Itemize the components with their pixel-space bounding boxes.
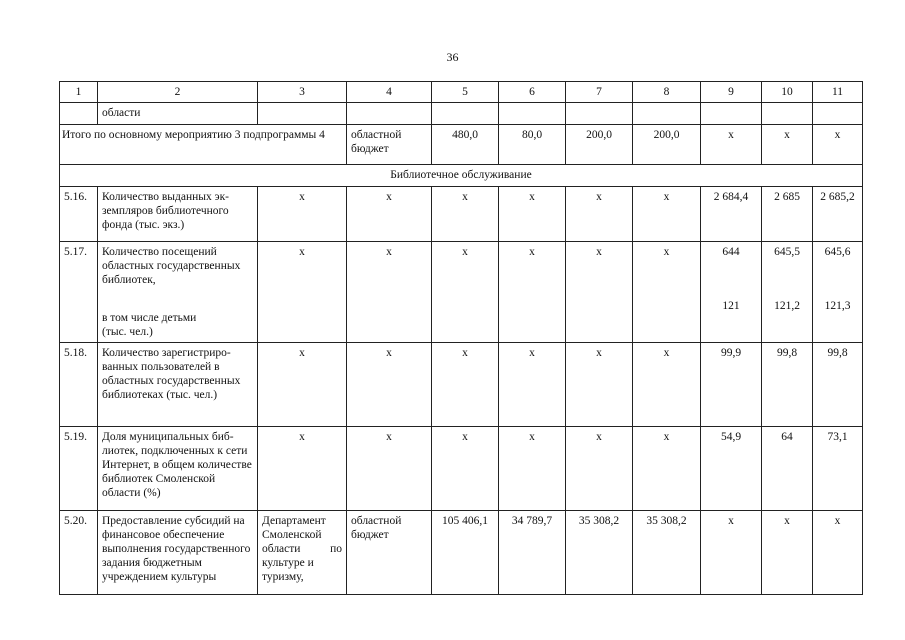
department-word: по xyxy=(330,543,342,555)
table-cell: 2 684,4 xyxy=(701,187,762,242)
row-number: 5.19. xyxy=(60,427,98,511)
section-title: Библиотечное обслуживание xyxy=(60,165,863,187)
table-cell: х xyxy=(762,125,813,165)
table-cell: х xyxy=(258,242,347,343)
department-word: области xyxy=(262,543,301,555)
row-description: Количество выданных экземпляров библиотечного фонда (тыс. экз.) xyxy=(98,187,258,242)
table-cell: х xyxy=(701,125,762,165)
table-cell: 34 789,7 xyxy=(499,511,566,595)
row-number: 5.20. xyxy=(60,511,98,595)
budget-table xyxy=(59,81,863,595)
table-cell: областной бюджет xyxy=(347,125,432,165)
table-cell: 73,1 xyxy=(813,427,863,511)
row-description-sub: в том числе детьми xyxy=(102,312,197,324)
table-cell: 54,9 xyxy=(701,427,762,511)
table-cell: 2 685 xyxy=(762,187,813,242)
table-cell: х xyxy=(258,187,347,242)
department-line xyxy=(262,542,342,556)
table-cell: х xyxy=(813,125,863,165)
value-total: 644 xyxy=(722,246,740,258)
header-cell: 4 xyxy=(347,82,432,103)
table-cell: х xyxy=(258,427,347,511)
table-cell: 2 685,2 xyxy=(813,187,863,242)
table-cell: х xyxy=(633,242,701,343)
department-cell xyxy=(258,511,347,595)
header-cell: 2 xyxy=(98,82,258,103)
table-cell: 99,9 xyxy=(701,343,762,427)
table-cell: х xyxy=(432,187,499,242)
header-row xyxy=(60,82,863,103)
table-cell: х xyxy=(432,427,499,511)
row-description-main: Количество посещений областных государственных библиотек, xyxy=(102,246,241,286)
table-row xyxy=(60,343,863,427)
table-cell: х xyxy=(499,187,566,242)
table-cell: 80,0 xyxy=(499,125,566,165)
table-cell: х xyxy=(499,242,566,343)
header-cell: 5 xyxy=(432,82,499,103)
table-cell: 99,8 xyxy=(813,343,863,427)
table-cell xyxy=(701,242,762,343)
table-row xyxy=(60,187,863,242)
section-row xyxy=(60,165,863,187)
table-cell xyxy=(762,242,813,343)
table-cell: х xyxy=(566,427,633,511)
table-row xyxy=(60,511,863,595)
department-line: Департамент Смоленской xyxy=(262,515,326,541)
table-cell: х xyxy=(633,427,701,511)
table-cell: х xyxy=(499,343,566,427)
table-cell: х xyxy=(762,511,813,595)
header-cell: 6 xyxy=(499,82,566,103)
table-cell: х xyxy=(633,343,701,427)
total-label: Итого по основному мероприятию 3 подпрограммы 4 xyxy=(60,125,347,165)
table-cell: 64 xyxy=(762,427,813,511)
row-number: 5.17. xyxy=(60,242,98,343)
table-cell: областной бюджет xyxy=(347,511,432,595)
table-cell: 480,0 xyxy=(432,125,499,165)
table-cell: 99,8 xyxy=(762,343,813,427)
table-cell: х xyxy=(499,427,566,511)
row-description: Доля муниципальных библиотек, подключенных к сети Интернет, в общем количестве библиотек Смоленской области (%) xyxy=(98,427,258,511)
value-children: 121,2 xyxy=(774,300,800,312)
table-cell: 200,0 xyxy=(633,125,701,165)
row-description-unit: (тыс. чел.) xyxy=(102,326,153,338)
table-cell: х xyxy=(813,511,863,595)
row-description: Количество зарегистрированных пользователей в областных государственных библиотеках (тыс. чел.) xyxy=(98,343,258,427)
table-cell: х xyxy=(347,343,432,427)
table-cell: х xyxy=(347,187,432,242)
table-cell: х xyxy=(347,427,432,511)
table-cell: х xyxy=(432,343,499,427)
table-cell: х xyxy=(347,242,432,343)
table-cell: 35 308,2 xyxy=(633,511,701,595)
header-cell: 3 xyxy=(258,82,347,103)
table-cell: х xyxy=(701,511,762,595)
header-cell: 8 xyxy=(633,82,701,103)
row-number: 5.18. xyxy=(60,343,98,427)
row-number: 5.16. xyxy=(60,187,98,242)
table-cell: 35 308,2 xyxy=(566,511,633,595)
header-cell: 9 xyxy=(701,82,762,103)
table-row-total xyxy=(60,125,863,165)
table-cell xyxy=(813,242,863,343)
value-children: 121 xyxy=(722,300,740,312)
header-cell: 10 xyxy=(762,82,813,103)
table-cell: 105 406,1 xyxy=(432,511,499,595)
table-row xyxy=(60,427,863,511)
table-cell: х xyxy=(566,242,633,343)
row-description: Предоставление субсидий на финансовое обеспечение выполнения государственного задания бюджетным учреждением культуры xyxy=(98,511,258,595)
page-number: 36 xyxy=(446,50,459,64)
table-cell: х xyxy=(566,343,633,427)
table-row xyxy=(60,242,863,343)
department-line: культуре и туризму, xyxy=(262,557,314,583)
value-total: 645,6 xyxy=(824,246,851,258)
table-cell: х xyxy=(566,187,633,242)
table-cell: 200,0 xyxy=(566,125,633,165)
table-row xyxy=(60,103,863,125)
value-total: 645,5 xyxy=(774,246,800,258)
table-cell: х xyxy=(258,343,347,427)
header-cell: 7 xyxy=(566,82,633,103)
table-cell: области xyxy=(98,103,258,125)
header-cell: 1 xyxy=(60,82,98,103)
table-cell: х xyxy=(633,187,701,242)
row-description xyxy=(98,242,258,343)
header-cell: 11 xyxy=(813,82,863,103)
value-children: 121,3 xyxy=(824,300,851,312)
table-cell: х xyxy=(432,242,499,343)
